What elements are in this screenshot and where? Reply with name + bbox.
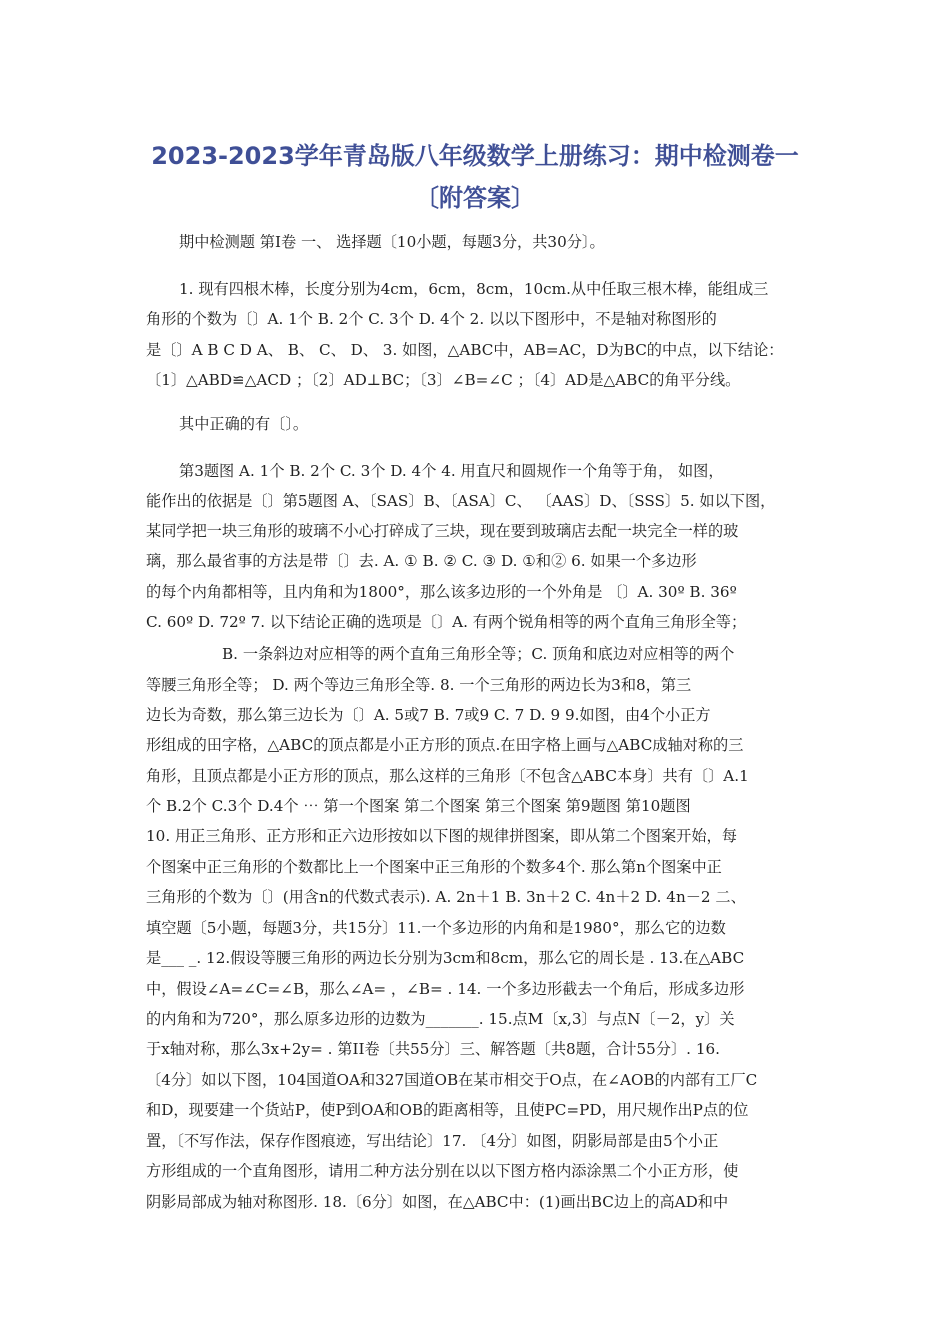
text-line: 的每个内角都相等，且内角和为1800°，那么该多边形的一个外角是 〔〕A. 30º B. 36º — [146, 583, 737, 601]
text-line: 个 B.2个 C.3个 D.4个 ⋯ 第一个图案 第二个图案 第三个图案 第9题图 第10题图 — [146, 797, 691, 815]
text-line: 方形组成的一个直角图形，请用二种方法分别在以以下图方格内添涂黑二个小正方形，使 — [146, 1162, 739, 1180]
text-line: 能作出的依据是〔〕第5题图 A、〔SAS〕B、〔ASA〕C、 〔AAS〕D、〔SSS〕5. 如以下图， — [146, 492, 776, 510]
text-line: 等腰三角形全等； D. 两个等边三角形全等. 8. 一个三角形的两边长为3和8，第三 — [146, 676, 692, 694]
text-line: 三角形的个数为〔〕(用含n的代数式表示). A. 2n＋1 B. 3n＋2 C. 4n＋2 D. 4n－2 二、 — [146, 888, 746, 906]
document-title-line-2: 〔附答案〕 — [415, 184, 535, 212]
text-line: 和D，现要建一个货站P，使P到OA和OB的距离相等，且使PC=PD，用尺规作出P点的位 — [146, 1101, 749, 1119]
text-line: 第3题图 A. 1个 B. 2个 C. 3个 D. 4个 4. 用直尺和圆规作一个角等于角， 如图， — [179, 462, 724, 480]
text-line: 璃，那么最省事的方法是带〔〕去. A. ① B. ② C. ③ D. ①和② 6. 如果一个多边形 — [146, 552, 697, 570]
document-title-line-1: 2023-2023学年青岛版八年级数学上册练习：期中检测卷一 — [151, 142, 799, 170]
text-line: 是〔〕A B C D A、 B、 C、 D、 3. 如图，△ABC中，AB=AC，D为BC的中点，以下结论： — [146, 341, 784, 359]
text-line: 于x轴对称，那么3x+2y= . 第II卷〔共55分〕三、解答题〔共8题，合计55分〕. 16. — [146, 1040, 720, 1058]
text-line: 形组成的田字格，△ABC的顶点都是小正方形的顶点.在田字格上画与△ABC成轴对称的三 — [146, 736, 744, 754]
text-line: 某同学把一块三角形的玻璃不小心打碎成了三块，现在要到玻璃店去配一块完全一样的玻 — [146, 522, 739, 540]
text-line: 是___ _. 12.假设等腰三角形的两边长分别为3cm和8cm，那么它的周长是 . 13.在△ABC — [146, 949, 745, 967]
text-line: 10. 用正三角形、正方形和正六边形按如以下图的规律拼图案，即从第二个图案开始，每 — [146, 827, 737, 845]
text-line: 个图案中正三角形的个数都比上一个图案中正三角形的个数多4个. 那么第n个图案中正 — [146, 858, 722, 876]
text-line: 填空题〔5小题，每题3分，共15分〕11.一个多边形的内角和是1980°，那么它的边数 — [146, 919, 726, 937]
text-line: 的内角和为720°，那么原多边形的边数为_______. 15.点M〔x,3〕与点N〔－2，y〕关 — [146, 1010, 735, 1028]
text-line: 阴影局部成为轴对称图形. 18.〔6分〕如图，在△ABC中：(1)画出BC边上的高AD和中 — [146, 1193, 729, 1211]
text-line: 置，〔不写作法，保存作图痕迹，写出结论〕17. 〔4分〕如图，阴影局部是由5个小正 — [146, 1132, 719, 1150]
text-line: 边长为奇数，那么第三边长为〔〕A. 5或7 B. 7或9 C. 7 D. 9 9.如图，由4个小正方 — [146, 706, 711, 724]
text-line: 中，假设∠A=∠C=∠B，那么∠A= ，∠B= . 14. 一个多边形截去一个角后，形成多边形 — [146, 980, 745, 998]
text-line: 其中正确的有〔〕。 — [179, 415, 309, 433]
text-line: 角形，且顶点都是小正方形的顶点，那么这样的三角形〔不包含△ABC本身〕共有〔〕A.1 — [146, 767, 749, 785]
text-line: 期中检测题 第I卷 一、 选择题〔10小题，每题3分，共30分〕。 — [179, 233, 605, 251]
text-line: C. 60º D. 72º 7. 以下结论正确的选项是〔〕A. 有两个锐角相等的两个直角三角形全等； — [146, 613, 747, 631]
text-line: B. 一条斜边对应相等的两个直角三角形全等；C. 顶角和底边对应相等的两个 — [222, 645, 735, 663]
text-line: 1. 现有四根木棒，长度分别为4cm，6cm，8cm，10cm.从中任取三根木棒，能组成三 — [179, 280, 769, 298]
text-line: 〔4分〕如以下图，104国道OA和327国道OB在某市相交于O点，在∠AOB的内部有工厂C — [146, 1071, 758, 1089]
text-line: 角形的个数为〔〕A. 1个 B. 2个 C. 3个 D. 4个 2. 以以下图形中，不是轴对称图形的 — [146, 310, 717, 328]
text-line: 〔1〕△ABD≌△ACD ；〔2〕AD⊥BC；〔3〕∠B=∠C ；〔4〕AD是△ABC的角平分线。 — [146, 371, 741, 389]
